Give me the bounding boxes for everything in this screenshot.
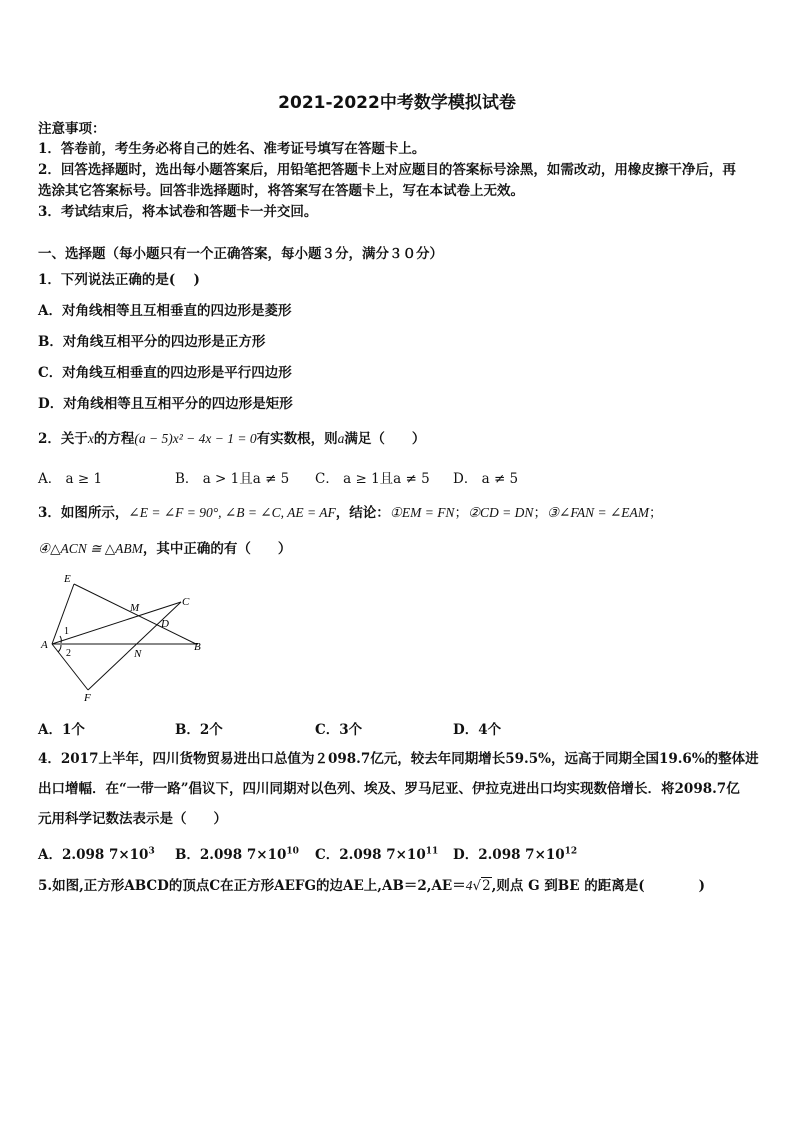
angle-2-arc (58, 645, 61, 652)
label-d: D (161, 618, 169, 630)
q1-option-c: C．对角线互相垂直的四边形是平行四边形 (38, 365, 292, 381)
label-angle-2: 2 (66, 648, 71, 659)
q1-option-d: D．对角线相等且互相平分的四边形是矩形 (38, 396, 293, 412)
label-f: F (84, 692, 91, 704)
q3-sep-1: ； (454, 505, 468, 521)
q4-option-d-label: D．2.098 7×10 (453, 847, 565, 863)
q4-option-c-exp: 11 (425, 846, 439, 857)
q1-option-b: B．对角线互相平分的四边形是正方形 (38, 334, 266, 350)
q4-option-d (453, 843, 577, 863)
q3-prefix: 3．如图所示， (38, 505, 129, 521)
notice-heading: 注意事项： (38, 121, 106, 137)
q2-var-x: x (87, 431, 94, 446)
q3-option-d: D．4个 (453, 722, 502, 738)
q3-conclusion-3: ③∠FAN = ∠EAM (546, 505, 650, 520)
q3-suffix: ，其中正确的有（ ） (142, 541, 292, 557)
q4-line-2: 出口增幅．在“一带一路”倡议下，四川同期对以色列、埃及、罗马尼亚、伊拉克进出口均实现数倍增长．将2098.7亿 (38, 781, 740, 797)
q5-sqrt-coef: 4 (465, 878, 473, 893)
q4-option-d-exp: 12 (564, 846, 578, 857)
q4-option-b-exp: 10 (286, 846, 299, 857)
q2-mid2: 有实数根，则 (256, 431, 338, 447)
q3-option-a: A．1个 (38, 722, 85, 738)
q3-stem-line2 (38, 540, 291, 558)
q3-geometry-figure (36, 570, 216, 705)
q3-given: ∠E = ∠F = 90°, ∠B = ∠C, AE = AF (128, 505, 336, 520)
label-b: B (194, 641, 201, 653)
notice-item-1: 1．答卷前，考生务必将自己的姓名、准考证号填写在答题卡上。 (38, 141, 426, 157)
angle-1-arc (60, 636, 61, 643)
segment-eb (74, 584, 196, 644)
q1-option-a: A．对角线相等且互相垂直的四边形是菱形 (38, 303, 292, 319)
q5-stem-suffix: ,则点 G 到BE 的距离是( ) (491, 878, 705, 894)
q2-stem (38, 430, 425, 448)
q5-stem-text: 5.如图,正方形ABCD的顶点C在正方形AEFG的边AE上,AB＝2,AE＝ (38, 878, 466, 894)
notice-item-3: 3．考试结束后，将本试卷和答题卡一并交回。 (38, 204, 318, 220)
q2-var-a: a (337, 431, 345, 446)
q3-option-b: B．2个 (175, 722, 223, 738)
q2-prefix: 2．关于 (38, 431, 88, 447)
q2-option-a: A． a ≥ 1 (38, 471, 103, 487)
q4-option-c-label: C．2.098 7×10 (315, 847, 426, 863)
label-e: E (64, 573, 71, 585)
q4-option-b (175, 843, 299, 863)
q2-option-b: B． a > 1且a ≠ 5 (175, 471, 290, 487)
section-heading: 一、选择题（每小题只有一个正确答案，每小题３分，满分３０分） (38, 246, 443, 262)
notice-item-2: 2．回答选择题时，选出每小题答案后，用铅笔把答题卡上对应题目的答案标号涂黑，如需改动，用橡皮擦干净后，再 (38, 162, 736, 178)
q1-stem: 1．下列说法正确的是( ) (38, 272, 200, 288)
label-m: M (130, 602, 140, 614)
q2-mid: 的方程 (93, 431, 135, 447)
q3-conclusion-2: ②CD = DN (467, 505, 534, 520)
q2-equation: (a − 5)x² − 4x − 1 = 0 (134, 431, 257, 446)
q4-line-3: 元用科学记数法表示是（ ） (38, 811, 227, 827)
q4-option-c (315, 843, 438, 863)
q3-conclusion-1: ①EM = FN (389, 505, 455, 520)
label-c: C (182, 596, 190, 608)
q3-sep-3: ； (649, 505, 663, 521)
q5-sqrt-radicand: 2 (482, 878, 491, 894)
q5-stem (38, 877, 705, 895)
q4-option-a (38, 843, 155, 863)
q4-option-b-label: B．2.098 7×10 (175, 847, 287, 863)
q3-option-c: C．3个 (315, 722, 363, 738)
segment-ae (52, 584, 74, 644)
q4-line-1: 4．2017上半年，四川货物贸易进出口总值为２098.7亿元，较去年同期增长59.5%，远高于同期全国19.6%的整体进 (38, 751, 759, 767)
q4-option-a-exp: 3 (148, 846, 155, 857)
q2-option-c: C． a ≥ 1且a ≠ 5 (315, 471, 430, 487)
label-a: A (41, 639, 48, 651)
segment-fc (88, 602, 181, 690)
q3-sep-2: ； (533, 505, 547, 521)
label-angle-1: 1 (64, 626, 69, 637)
page-title: 2021-2022中考数学模拟试卷 (278, 93, 516, 113)
q4-option-a-label: A．2.098 7×10 (38, 847, 149, 863)
notice-item-2-cont: 选涂其它答案标号。回答非选择题时，将答案写在答题卡上，写在本试卷上无效。 (38, 183, 524, 199)
label-n: N (134, 648, 142, 660)
q5-sqrt-sign: √ (472, 878, 482, 894)
q3-stem-line1 (38, 504, 663, 522)
q3-conclusion-4: ④△ACN ≅ △ABM (38, 541, 143, 556)
q3-conclusion-label: ，结论： (335, 505, 390, 521)
q2-option-d: D． a ≠ 5 (453, 471, 519, 487)
q2-suffix: 满足（ ） (344, 431, 426, 447)
